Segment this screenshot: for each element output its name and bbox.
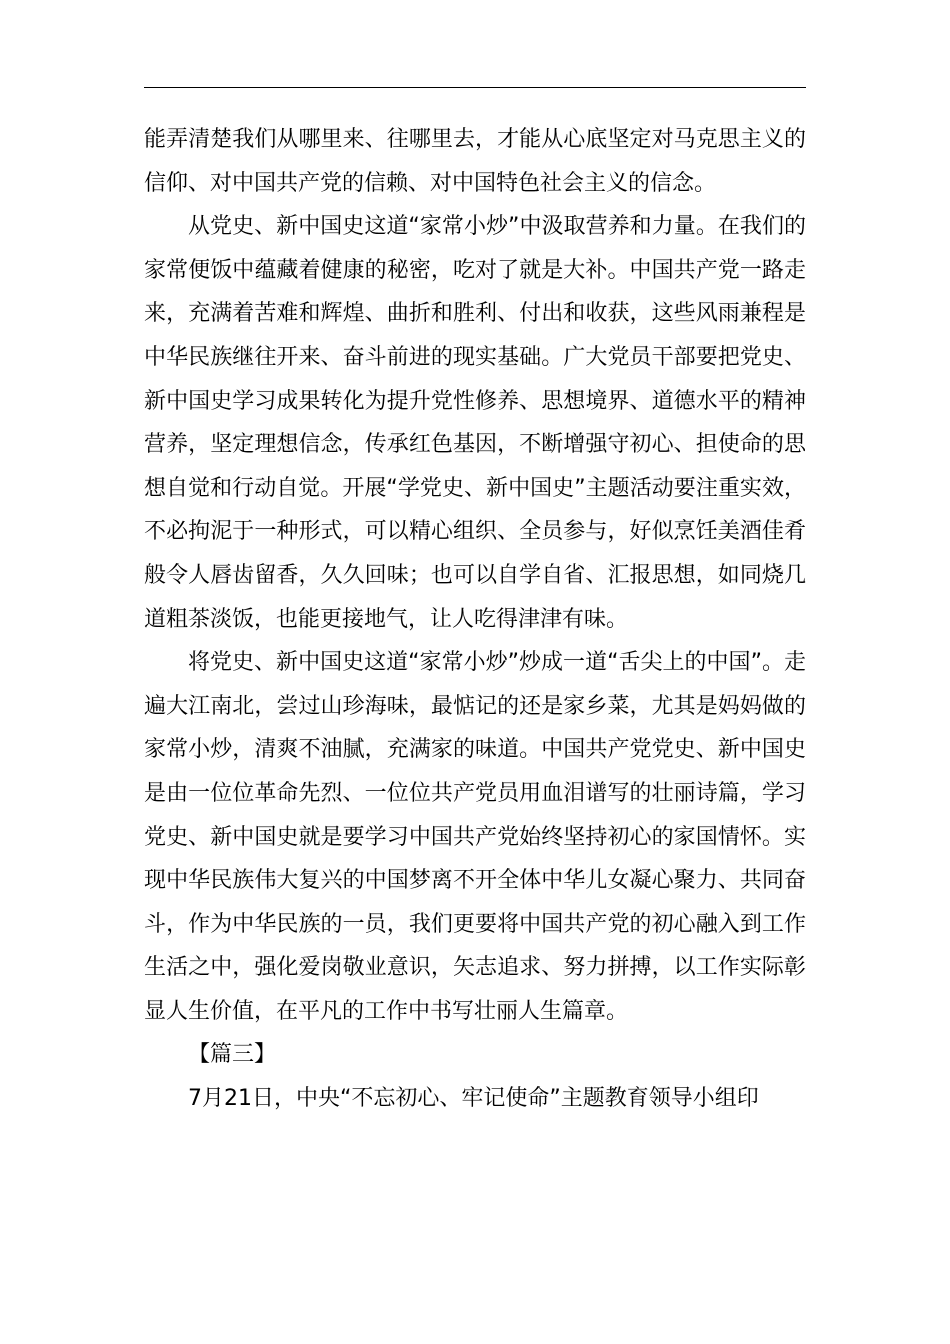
document-body xyxy=(144,118,806,1121)
paragraph-1: 能弄清楚我们从哪里来、往哪里去，才能从心底坚定对马克思主义的信仰、对中国共产党的信赖、对中国特色社会主义的信念。 xyxy=(144,127,806,196)
paragraph-3: 将党史、新中国史这道“家常小炒”炒成一道“舌尖上的中国”。走遍大江南北，尝过山珍海味，最惦记的还是家乡菜，尤其是妈妈做的家常小炒，清爽不油腻，充满家的味道。中国共产党党史、新中国史是由一位位革命先烈、一位位共产党员用血泪谱写的壮丽诗篇，学习党史、新中国史就是要学习中国共产党始终坚持初心的家国情怀。实现中华民族伟大复兴的中国梦离不开全体中华儿女凝心聚力、共同奋斗，作为中华民族的一员，我们更要将中国共产党的初心融入到工作生活之中，强化爱岗敬业意识，矢志追求、努力拼搏，以工作实际彰显人生价值，在平凡的工作中书写壮丽人生篇章。 xyxy=(144,650,806,1024)
paragraph-4: 7月21日，中央“不忘初心、牢记使命”主题教育领导小组印 xyxy=(188,1086,759,1112)
header-rule xyxy=(144,87,806,88)
paragraph-2: 从党史、新中国史这道“家常小炒”中汲取营养和力量。在我们的家常便饭中蕴藏着健康的秘密，吃对了就是大补。中国共产党一路走来，充满着苦难和辉煌、曲折和胜利、付出和收获，这些风雨兼程是中华民族继往开来、奋斗前进的现实基础。广大党员干部要把党史、新中国史学习成果转化为提升党性修养、思想境界、道德水平的精神营养，坚定理想信念，传承红色基因，不断增强守初心、担使命的思想自觉和行动自觉。开展“学党史、新中国史”主题活动要注重实效，不必拘泥于一种形式，可以精心组织、全员参与，好似烹饪美酒佳肴般令人唇齿留香，久久回味；也可以自学自省、汇报思想，如同烧几道粗茶淡饭，也能更接地气，让人吃得津津有味。 xyxy=(144,214,806,632)
section-heading: 【篇三】 xyxy=(188,1042,277,1068)
